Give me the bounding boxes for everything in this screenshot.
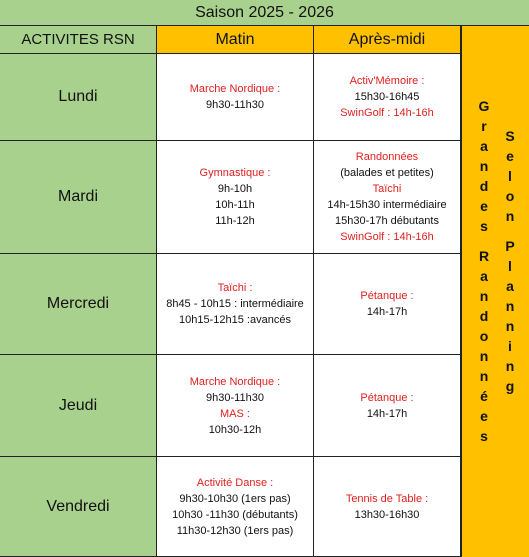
morning-activity-line: 11h-12h: [215, 215, 255, 227]
afternoon-activity-line: 15h30-16h45: [354, 91, 420, 103]
afternoon-activity-line: Pétanque :: [360, 391, 414, 404]
afternoon-activity-line: (balades et petites): [340, 167, 434, 179]
day-label: Lundi: [0, 54, 157, 141]
afternoon-activity-line: SwinGolf : 14h-16h: [340, 231, 434, 243]
afternoon-activity-line: 15h30-17h débutants: [335, 215, 439, 227]
side-letter: n: [479, 158, 489, 174]
side-letter: r: [481, 118, 487, 134]
side-letter: a: [480, 138, 488, 154]
side-letter: s: [480, 428, 488, 444]
morning-activity-line: Marche Nordique :: [189, 375, 281, 388]
afternoon-cell: [314, 141, 461, 254]
afternoon-cell: [314, 457, 461, 557]
side-letter: P: [505, 238, 515, 254]
morning-activity-line: 10h30 -11h30 (débutants): [172, 508, 298, 521]
side-letter: G: [478, 98, 490, 114]
morning-cell: [157, 141, 314, 254]
afternoon-activity-line: 13h30-16h30: [354, 508, 420, 521]
morning-cell: [157, 54, 314, 141]
morning-cell: [157, 254, 314, 355]
side-letter: e: [480, 198, 488, 214]
side-letter: n: [505, 358, 515, 374]
side-letter: a: [480, 268, 488, 284]
afternoon-activity-line: 14h-17h: [366, 407, 408, 420]
side-letter: l: [508, 258, 512, 274]
side-letter: d: [479, 308, 489, 324]
side-vertical-text-left: [476, 96, 492, 446]
afternoon-activity-line: Activ'Mémoire :: [349, 75, 425, 87]
afternoon-activity-line: Pétanque :: [360, 290, 414, 302]
header-activities: ACTIVITES RSN: [0, 26, 157, 54]
afternoon-activity-line: SwinGolf : 14h-16h: [340, 107, 434, 119]
side-letter: S: [505, 128, 515, 144]
afternoon-activity-line: 14h-17h: [366, 306, 408, 318]
afternoon-cell: [314, 254, 461, 355]
afternoon-activity-line: 14h-15h30 intermédiaire: [327, 199, 447, 211]
season-title: Saison 2025 - 2026: [0, 0, 529, 26]
side-letter: e: [480, 408, 488, 424]
morning-cell: [157, 355, 314, 457]
side-letter: d: [479, 178, 489, 194]
morning-activity-line: 10h-11h: [215, 199, 255, 211]
side-panel: [461, 26, 529, 557]
header-afternoon: Après-midi: [314, 26, 461, 54]
side-letter: e: [506, 148, 514, 164]
side-letter: g: [505, 378, 515, 394]
side-letter: l: [508, 168, 512, 184]
side-letter: n: [479, 368, 489, 384]
morning-activity-line: 9h30-11h30: [206, 391, 264, 404]
side-letter: a: [506, 278, 514, 294]
afternoon-activity-line: Randonnées: [355, 151, 419, 163]
side-vertical-text-right: [502, 126, 518, 396]
morning-activity-line: 11h30-12h30 (1ers pas): [176, 524, 294, 537]
afternoon-cell: [314, 355, 461, 457]
afternoon-cell: [314, 54, 461, 141]
morning-activity-line: Taïchi :: [217, 282, 253, 294]
side-letter: n: [479, 348, 489, 364]
morning-activity-line: 10h30-12h: [208, 423, 262, 436]
day-label: Mercredi: [0, 254, 157, 355]
day-label: Mardi: [0, 141, 157, 254]
morning-activity-line: 8h45 - 10h15 : intermédiaire: [166, 298, 304, 310]
side-letter: n: [479, 288, 489, 304]
side-letter: n: [505, 208, 515, 224]
morning-activity-line: 10h15-12h15 :avancés: [179, 314, 291, 326]
side-letter: s: [480, 218, 488, 234]
morning-activity-line: Marche Nordique :: [189, 83, 281, 95]
morning-activity-line: MAS :: [220, 407, 250, 420]
afternoon-activity-line: Taïchi: [372, 183, 402, 195]
side-letter: [476, 236, 492, 246]
side-letter: i: [508, 338, 512, 354]
day-label: Jeudi: [0, 355, 157, 457]
morning-cell: [157, 457, 314, 557]
header-morning: Matin: [157, 26, 314, 54]
morning-activity-line: 9h30-10h30 (1ers pas): [179, 492, 291, 505]
side-letter: o: [505, 188, 515, 204]
morning-activity-line: 9h-10h: [217, 183, 253, 195]
side-letter: é: [480, 388, 488, 404]
afternoon-activity-line: Tennis de Table :: [345, 492, 429, 505]
side-letter: [502, 226, 518, 236]
morning-activity-line: 9h30-11h30: [206, 99, 264, 111]
morning-activity-line: Gymnastique :: [199, 167, 271, 179]
side-letter: o: [479, 328, 489, 344]
side-letter: n: [505, 318, 515, 334]
side-letter: R: [478, 248, 490, 264]
day-label: Vendredi: [0, 457, 157, 557]
side-letter: n: [505, 298, 515, 314]
morning-activity-line: Activité Danse :: [196, 476, 274, 489]
